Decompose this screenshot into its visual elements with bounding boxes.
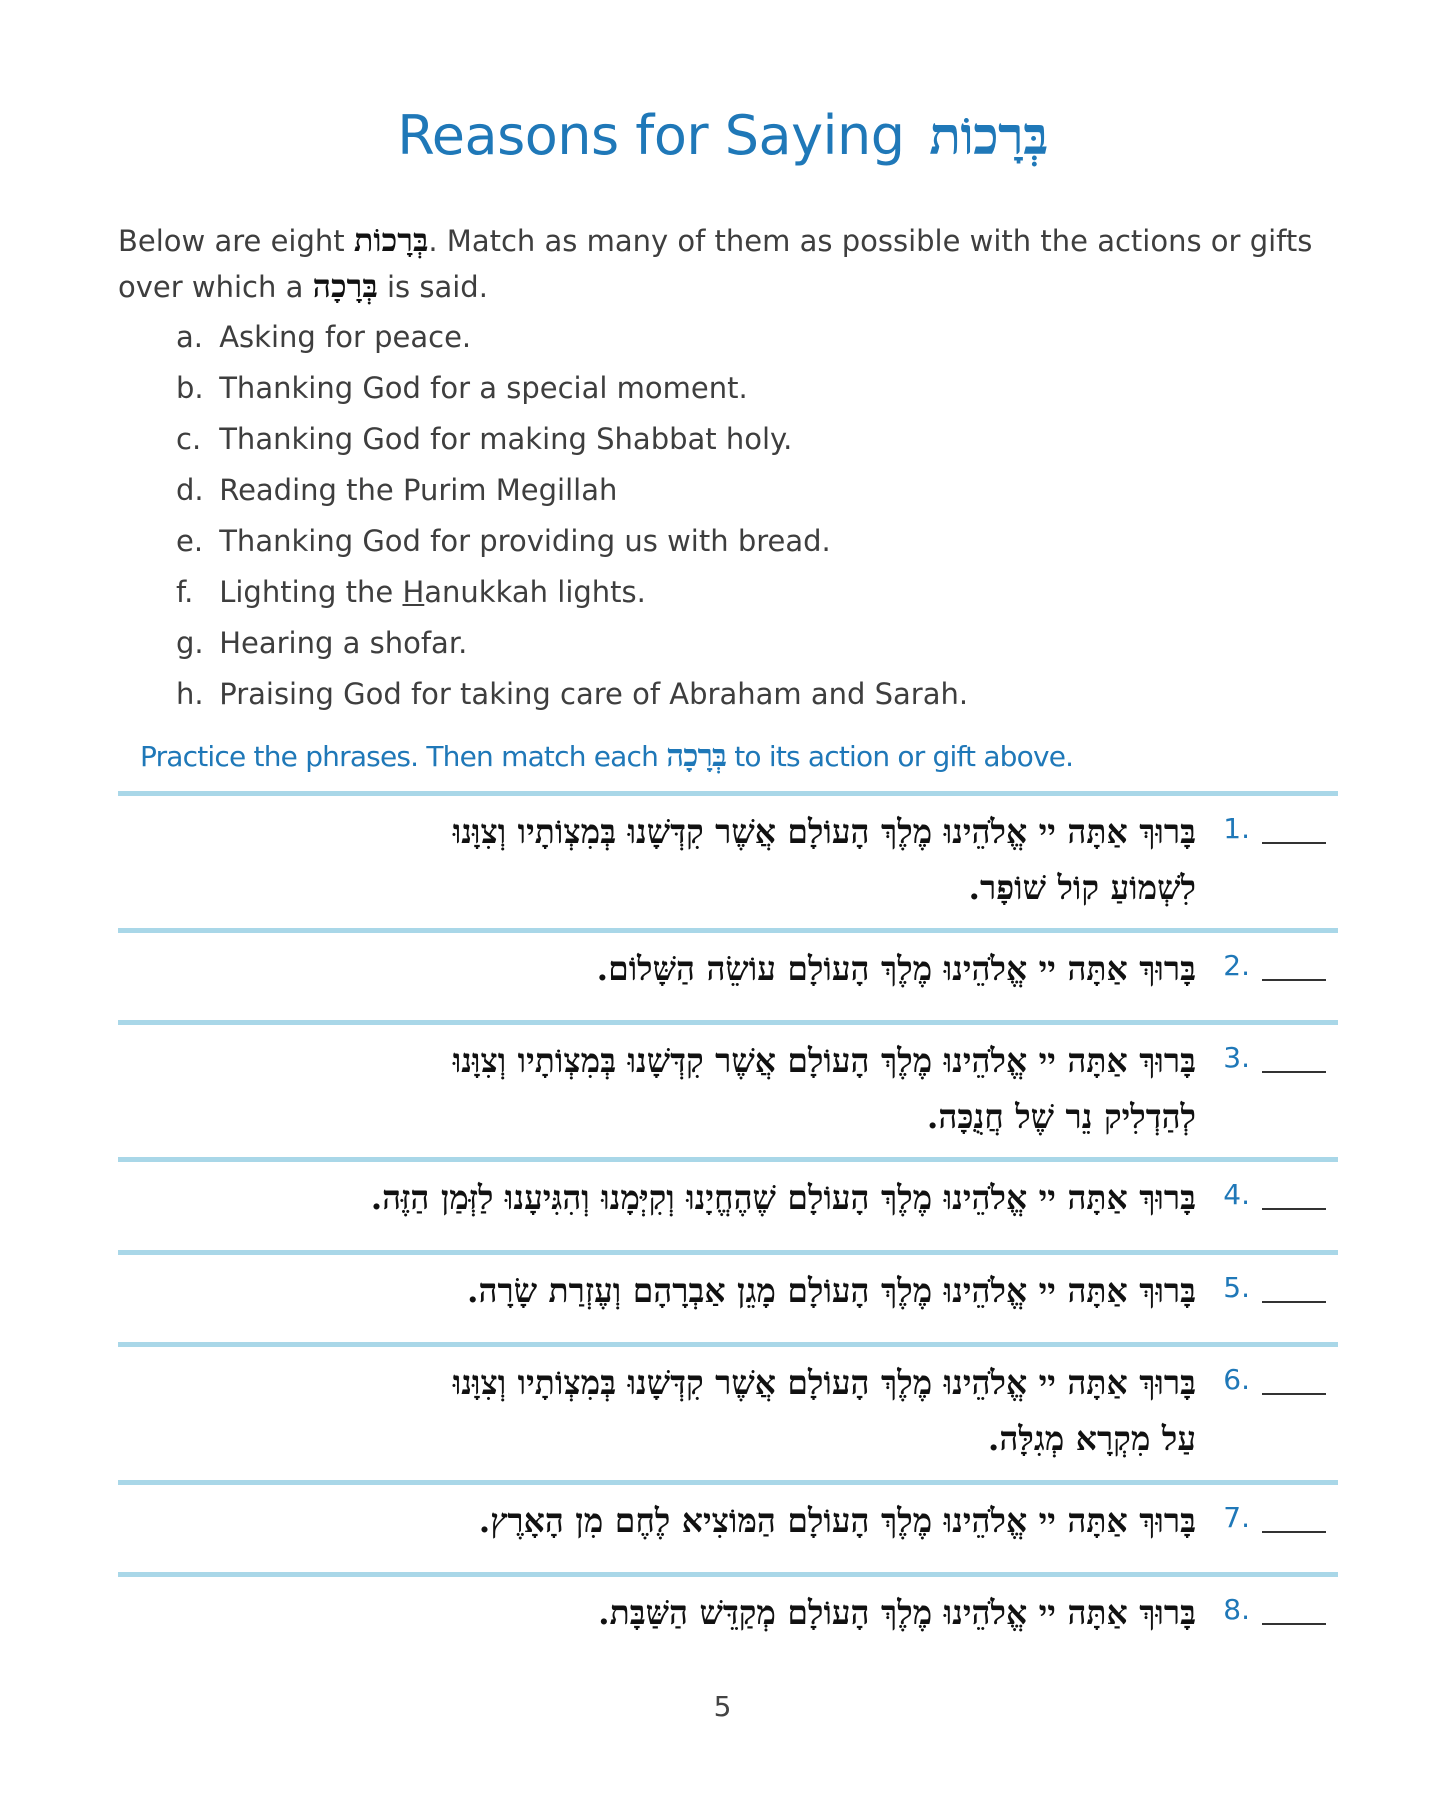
option-letter: b.	[176, 371, 204, 405]
blessing-line-1: בָּרוּךְ אַתָּה יי אֱלֹהֵינוּ מֶלֶךְ הָעוֹלָם עוֹשֵׂה הַשָּׁלוֹם.	[596, 949, 1196, 988]
options-list	[176, 312, 1336, 720]
intro-text-3: is said.	[377, 270, 488, 304]
blessing-number: 6.	[1223, 1363, 1250, 1396]
divider	[118, 1572, 1338, 1577]
blessing-line-1: בָּרוּךְ אַתָּה יי אֱלֹהֵינוּ מֶלֶךְ הָעוֹלָם שֶׁהֶחֱיָנוּ וְקִיְּמָנוּ וְהִגִּיעָנוּ לַזְּמַן הַזֶּה.	[370, 1178, 1196, 1217]
answer-blank[interactable]	[1262, 1071, 1326, 1073]
option-letter: g.	[176, 626, 204, 660]
page-number: 5	[713, 1690, 732, 1723]
option-letter: e.	[176, 524, 204, 558]
blessing-line-1: בָּרוּךְ אַתָּה יי אֱלֹהֵינוּ מֶלֶךְ הָעוֹלָם אֲשֶׁר קִדְּשָׁנוּ בְּמִצְוֹתָיו וְצִוָּנוּ	[452, 1363, 1196, 1402]
blessing-line-2: לְהַדְלִיק נֵר שֶׁל חֲנֻכָּה.	[926, 1097, 1196, 1136]
option-text: Thanking God for a special moment.	[219, 371, 748, 405]
instruction-text-2: to its action or gift above.	[726, 740, 1074, 773]
option-letter: d.	[176, 473, 204, 507]
title-english: Reasons for Saying	[397, 104, 905, 167]
option-text-underlined: H	[402, 575, 425, 609]
blessing-text	[156, 1263, 1196, 1319]
answer-blank[interactable]	[1262, 1623, 1326, 1625]
option-b	[176, 363, 1336, 414]
option-text: Reading the Purim Megillah	[219, 473, 618, 507]
blessing-row-7	[118, 1489, 1338, 1569]
blessing-number: 4.	[1223, 1178, 1250, 1211]
blessing-number: 8.	[1223, 1593, 1250, 1626]
divider	[118, 1250, 1338, 1255]
divider	[118, 791, 1338, 796]
blessing-line-1: בָּרוּךְ אַתָּה יי אֱלֹהֵינוּ מֶלֶךְ הָעוֹלָם מְקַדֵּשׁ הַשַּׁבָּת.	[598, 1593, 1196, 1632]
blessing-text	[156, 804, 1196, 916]
blessing-number: 1.	[1223, 812, 1250, 845]
blessing-text	[156, 1493, 1196, 1549]
option-f	[176, 567, 1336, 618]
blessing-number: 5.	[1223, 1271, 1250, 1304]
option-e	[176, 516, 1336, 567]
intro-text-1: Below are eight	[118, 224, 354, 258]
blessing-row-2	[118, 937, 1338, 1017]
blessing-line-1: בָּרוּךְ אַתָּה יי אֱלֹהֵינוּ מֶלֶךְ הָעוֹלָם אֲשֶׁר קִדְּשָׁנוּ בְּמִצְוֹתָיו וְצִוָּנוּ	[452, 812, 1196, 851]
page-title	[0, 104, 1445, 169]
blessing-text	[156, 1170, 1196, 1226]
option-a	[176, 312, 1336, 363]
title-hebrew: בְּרָכוֹת	[929, 106, 1048, 167]
option-text: Thanking God for making Shabbat holy.	[219, 422, 793, 456]
option-text: Asking for peace.	[219, 320, 472, 354]
divider	[118, 1480, 1338, 1485]
option-d	[176, 465, 1336, 516]
option-c	[176, 414, 1336, 465]
intro-paragraph	[118, 218, 1338, 310]
divider	[118, 1342, 1338, 1347]
blessing-text	[156, 1355, 1196, 1467]
option-letter: a.	[176, 320, 203, 354]
option-letter: c.	[176, 422, 202, 456]
instruction-hebrew: בְּרָכָה	[666, 738, 727, 774]
answer-blank[interactable]	[1262, 1208, 1326, 1210]
intro-text-2: . Match as many of them as possible with the actions or gifts over which a	[118, 224, 1313, 304]
option-text: Thanking God for providing us with bread.	[219, 524, 831, 558]
option-h	[176, 669, 1336, 720]
answer-blank[interactable]	[1262, 1531, 1326, 1533]
option-text: Praising God for taking care of Abraham and Sarah.	[219, 677, 969, 711]
blessing-number: 3.	[1223, 1041, 1250, 1074]
answer-blank[interactable]	[1262, 1301, 1326, 1303]
blessing-number: 2.	[1223, 949, 1250, 982]
blessing-line-2: עַל מִקְרָא מְגִלָּה.	[987, 1419, 1196, 1458]
option-g	[176, 618, 1336, 669]
blessing-text	[156, 941, 1196, 997]
blessing-text	[156, 1585, 1196, 1641]
blessing-text	[156, 1033, 1196, 1145]
instruction-text-1: Practice the phrases. Then match each	[140, 740, 667, 773]
divider	[118, 928, 1338, 933]
divider	[118, 1020, 1338, 1025]
blessing-row-1	[118, 800, 1338, 924]
blessing-line-1: בָּרוּךְ אַתָּה יי אֱלֹהֵינוּ מֶלֶךְ הָעוֹלָם הַמּוֹצִיא לֶחֶם מִן הָאָרֶץ.	[478, 1501, 1196, 1540]
intro-hebrew-2: בְּרָכָה	[312, 267, 378, 305]
instruction-line	[140, 738, 1073, 774]
intro-hebrew-1: בְּרָכוֹת	[353, 221, 429, 259]
divider	[118, 1157, 1338, 1162]
answer-blank[interactable]	[1262, 1393, 1326, 1395]
option-letter: h.	[176, 677, 204, 711]
answer-blank[interactable]	[1262, 842, 1326, 844]
blessing-line-2: לִשְׁמוֹעַ קוֹל שׁוֹפָר.	[968, 868, 1196, 907]
blessing-row-4	[118, 1166, 1338, 1246]
option-text: Hearing a shofar.	[219, 626, 468, 660]
option-text-after: anukkah lights.	[424, 575, 646, 609]
blessing-line-1: בָּרוּךְ אַתָּה יי אֱלֹהֵינוּ מֶלֶךְ הָעוֹלָם אֲשֶׁר קִדְּשָׁנוּ בְּמִצְוֹתָיו וְצִוָּנוּ	[452, 1041, 1196, 1080]
blessing-row-6	[118, 1351, 1338, 1475]
blessing-number: 7.	[1223, 1501, 1250, 1534]
blessing-line-1: בָּרוּךְ אַתָּה יי אֱלֹהֵינוּ מֶלֶךְ הָעוֹלָם מָגֵן אַבְרָהָם וְעֶזְרַת שָׂרָה.	[467, 1271, 1196, 1310]
blessing-row-3	[118, 1029, 1338, 1153]
blessing-row-8	[118, 1581, 1338, 1661]
answer-blank[interactable]	[1262, 979, 1326, 981]
blessing-row-5	[118, 1259, 1338, 1339]
option-text-before: Lighting the	[219, 575, 403, 609]
option-letter: f.	[176, 575, 194, 609]
